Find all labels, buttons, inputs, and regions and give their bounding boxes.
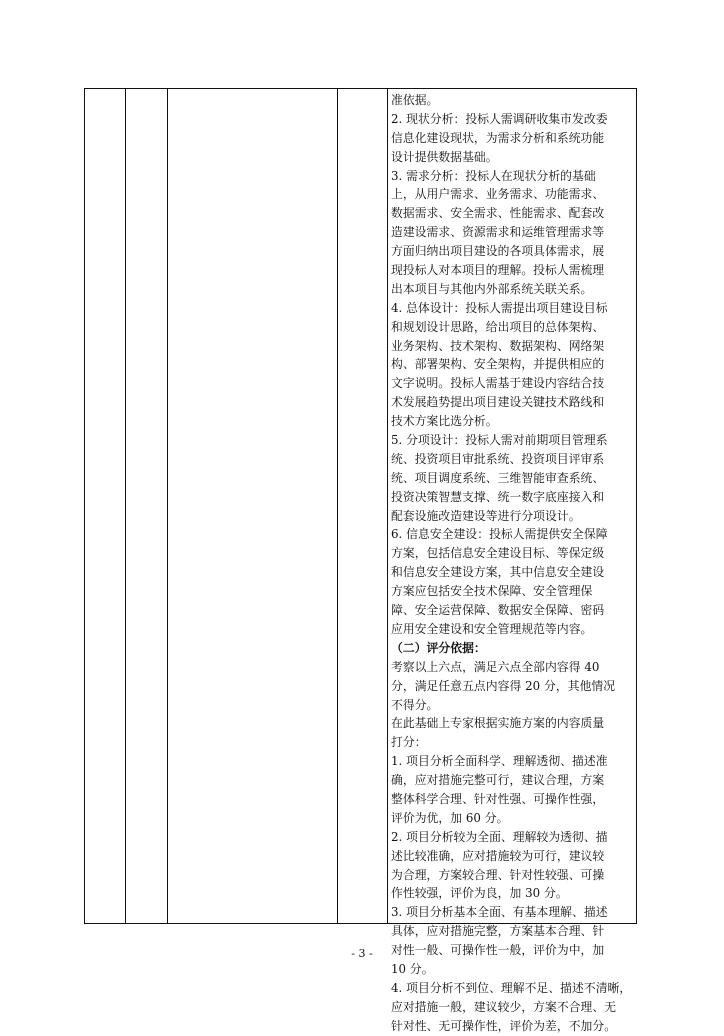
content-line: 作性较强，评价为良，加 30 分。	[391, 886, 568, 901]
content-line: 针对性、无可操作性，评价为差，不加分。	[391, 1018, 617, 1033]
content-line: 5. 分项设计：投标人需对前期项目管理系	[391, 433, 608, 448]
content-line: 2. 项目分析较为全面、理解较为透彻、描	[391, 829, 608, 844]
content-line: 现投标人对本项目的理解。投标人需梳理	[391, 263, 605, 278]
content-line: 对性一般、可操作性一般，评价为中，加	[391, 943, 605, 958]
content-line: 方案应包括安全技术保障、安全管理保	[391, 584, 593, 599]
content-line: 10 分。	[391, 961, 434, 976]
content-line: 方面归纳出项目建设的各项具体需求，展	[391, 244, 605, 259]
content-line: （二）评分依据：	[391, 640, 486, 655]
content-line: 2. 现状分析：投标人需调研收集市发改委	[391, 111, 608, 126]
content-line: 整体科学合理、针对性强、可操作性强，	[391, 791, 605, 806]
content-line: 考察以上六点，满足六点全部内容得 40	[391, 659, 600, 674]
content-line: 打分：	[391, 735, 427, 750]
content-line: 统、项目调度系统、三维智能审查系统、	[391, 470, 605, 485]
content-line: 3. 项目分析基本全面、有基本理解、描述	[391, 905, 608, 920]
content-line: 文字说明。投标人需基于建设内容结合技	[391, 376, 605, 391]
content-line: 数据需求、安全需求、性能需求、配套改	[391, 206, 605, 221]
content-line: 述比较准确，应对措施较为可行，建议较	[391, 848, 605, 863]
content-line: 具体，应对措施完整，方案基本合理、针	[391, 924, 605, 939]
column-divider-2	[167, 89, 168, 923]
content-line: 分，满足任意五点内容得 20 分，其他情况	[391, 678, 616, 693]
content-line: 和信息安全建设方案，其中信息安全建设	[391, 565, 605, 580]
content-line: 不得分。	[391, 697, 439, 712]
content-line: 1. 项目分析全面科学、理解透彻、描述准	[391, 754, 608, 769]
content-line: 在此基础上专家根据实施方案的内容质量	[391, 716, 605, 731]
content-line: 配套设施改造建设等进行分项设计。	[391, 508, 581, 523]
content-line: 构、部署架构、安全架构，并提供相应的	[391, 357, 605, 372]
scoring-criteria-cell	[391, 91, 635, 1036]
content-line: 统、投资项目审批系统、投资项目评审系	[391, 451, 605, 466]
content-line: 造建设需求、资源需求和运维管理需求等	[391, 225, 605, 240]
content-line: 为合理，方案较合理、针对性较强、可操	[391, 867, 605, 882]
content-line: 信息化建设现状，为需求分析和系统功能	[391, 130, 605, 145]
content-line: 技术方案比选分析。	[391, 414, 498, 429]
content-line: 应对措施一般，建议较少，方案不合理、无	[391, 999, 617, 1014]
content-line: 3. 需求分析：投标人在现状分析的基础	[391, 168, 596, 183]
content-line: 术发展趋势提出项目建设关键技术路线和	[391, 395, 605, 410]
content-line: 准依据。	[391, 93, 439, 107]
content-line: 设计提供数据基础。	[391, 149, 498, 164]
evaluation-table	[84, 88, 637, 1033]
content-line: 障、安全运营保障、数据安全保障、密码	[391, 603, 605, 618]
content-line: 6. 信息安全建设：投标人需提供安全保障	[391, 527, 608, 542]
content-line: 评价为优，加 60 分。	[391, 810, 509, 825]
column-divider-1	[125, 89, 126, 923]
content-line: 方案，包括信息安全建设目标、等保定级	[391, 546, 605, 561]
column-divider-4	[387, 89, 388, 923]
content-line: 应用安全建设和安全管理规范等内容。	[391, 621, 593, 636]
page-number: - 3 -	[351, 947, 373, 960]
content-line: 上，从用户需求、业务需求、功能需求、	[391, 187, 605, 202]
content-line: 和规划设计思路，给出项目的总体架构、	[391, 319, 605, 334]
content-line: 业务架构、技术架构、数据架构、网络架	[391, 338, 605, 353]
content-line: 投资决策智慧支撑、统一数字底座接入和	[391, 489, 605, 504]
content-line: 4. 项目分析不到位、理解不足、描述不清晰，	[391, 980, 632, 995]
content-line: 4. 总体设计：投标人需提出项目建设目标	[391, 300, 608, 315]
column-divider-3	[337, 89, 338, 923]
content-line: 确，应对措施完整可行，建议合理，方案	[391, 773, 605, 788]
content-line: 出本项目与其他内外部系统关联关系。	[391, 281, 593, 296]
